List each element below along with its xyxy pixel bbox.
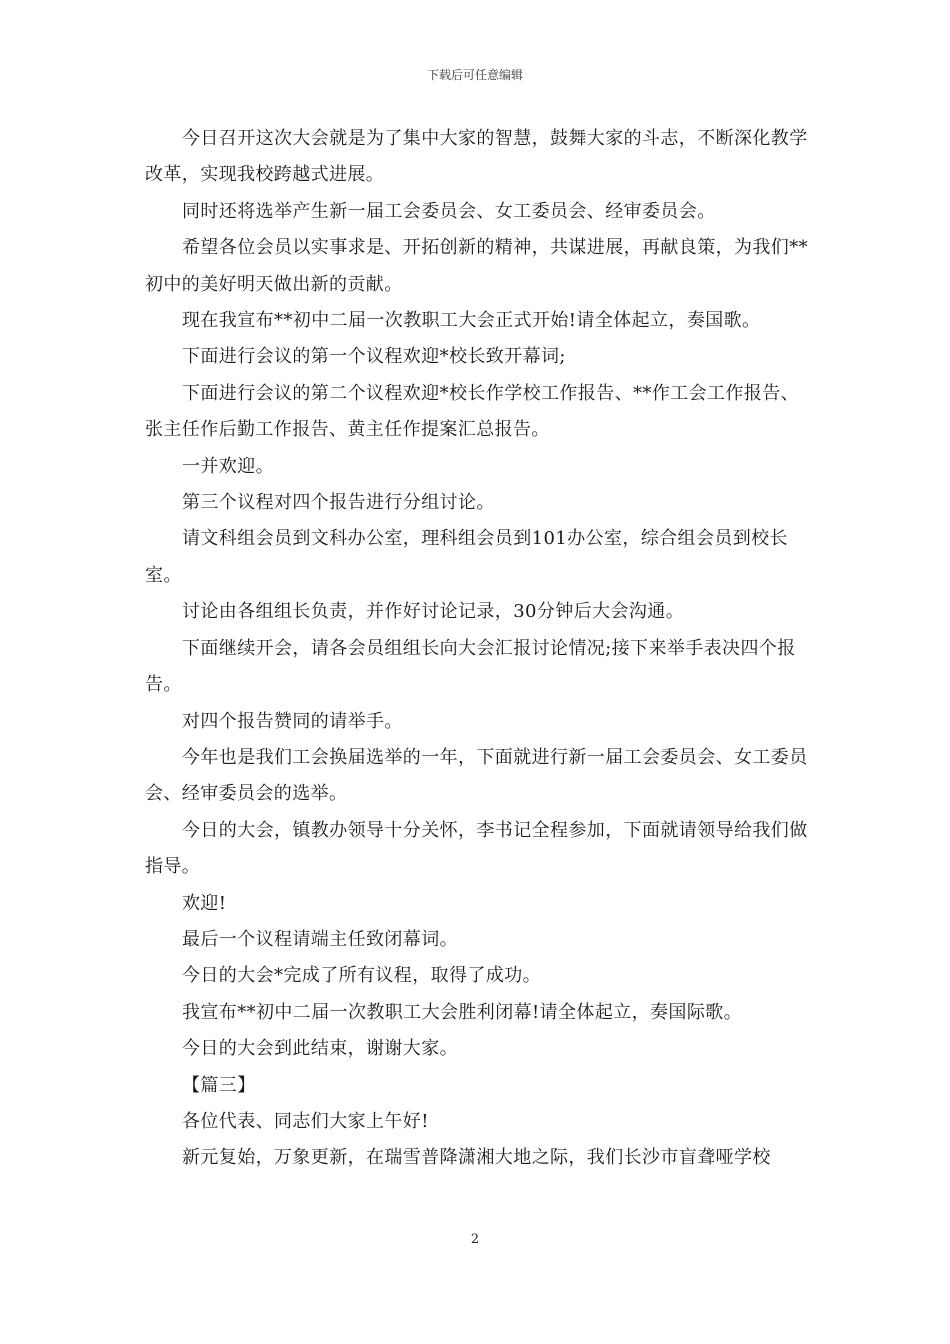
paragraph: 一并欢迎。 bbox=[182, 455, 274, 477]
paragraph: 今日的大会到此结束，谢谢大家。 bbox=[182, 1038, 458, 1060]
paragraph: 今年也是我们工会换届选举的一年，下面就进行新一届工会委员会、女工委员会、经审委员会的选举。 bbox=[145, 746, 808, 805]
paragraph: 希望各位会员以实事求是、开拓创新的精神，共谋进展，再献良策，为我们**初中的美好明天做出新的贡献。 bbox=[145, 237, 808, 295]
paragraph: 下面进行会议的第二个议程欢迎*校长作学校工作报告、**作工会工作报告、张主任作后勤工作报告、黄主任作提案汇总报告。 bbox=[145, 382, 799, 441]
paragraph: 欢迎! bbox=[182, 892, 227, 914]
paragraph: 下面进行会议的第一个议程欢迎*校长致开幕词; bbox=[182, 346, 566, 368]
paragraph: 讨论由各组组长负责，并作好讨论记录，30分钟后大会沟通。 bbox=[182, 601, 685, 623]
section-heading: 【篇三】 bbox=[182, 1074, 256, 1096]
paragraph: 对四个报告赞同的请举手。 bbox=[182, 710, 403, 732]
paragraph: 今日的大会，镇教办领导十分关怀，李书记全程参加，下面就请领导给我们做指导。 bbox=[145, 819, 808, 878]
paragraph: 新元复始，万象更新，在瑞雪普降潇湘大地之际，我们长沙市盲聋哑学校 bbox=[182, 1147, 771, 1169]
paragraph: 现在我宣布**初中二届一次教职工大会正式开始!请全体起立，奏国歌。 bbox=[182, 310, 761, 332]
paragraph: 今日召开这次大会就是为了集中大家的智慧，鼓舞大家的斗志，不断深化教学改革，实现我校跨越式进展。 bbox=[145, 128, 808, 186]
paragraph: 我宣布**初中二届一次教职工大会胜利闭幕!请全体起立，奏国际歌。 bbox=[182, 1001, 743, 1023]
paragraph: 今日的大会*完成了所有议程，取得了成功。 bbox=[182, 965, 541, 987]
paragraph: 第三个议程对四个报告进行分组讨论。 bbox=[182, 492, 495, 514]
paragraph: 各位代表、同志们大家上午好! bbox=[182, 1110, 429, 1132]
paragraph: 下面继续开会，请各会员组组长向大会汇报讨论情况;接下来举手表决四个报告。 bbox=[145, 637, 796, 696]
page-number: 2 bbox=[470, 1232, 480, 1247]
paragraph: 请文科组会员到文科办公室，理科组会员到101办公室，综合组会员到校长室。 bbox=[145, 528, 788, 586]
page-header: 下载后可任意编辑 bbox=[426, 68, 523, 82]
paragraph: 最后一个议程请端主任致闭幕词。 bbox=[182, 928, 458, 950]
document-body bbox=[145, 121, 813, 1177]
paragraph: 同时还将选举产生新一届工会委员会、女工委员会、经审委员会。 bbox=[182, 200, 716, 222]
